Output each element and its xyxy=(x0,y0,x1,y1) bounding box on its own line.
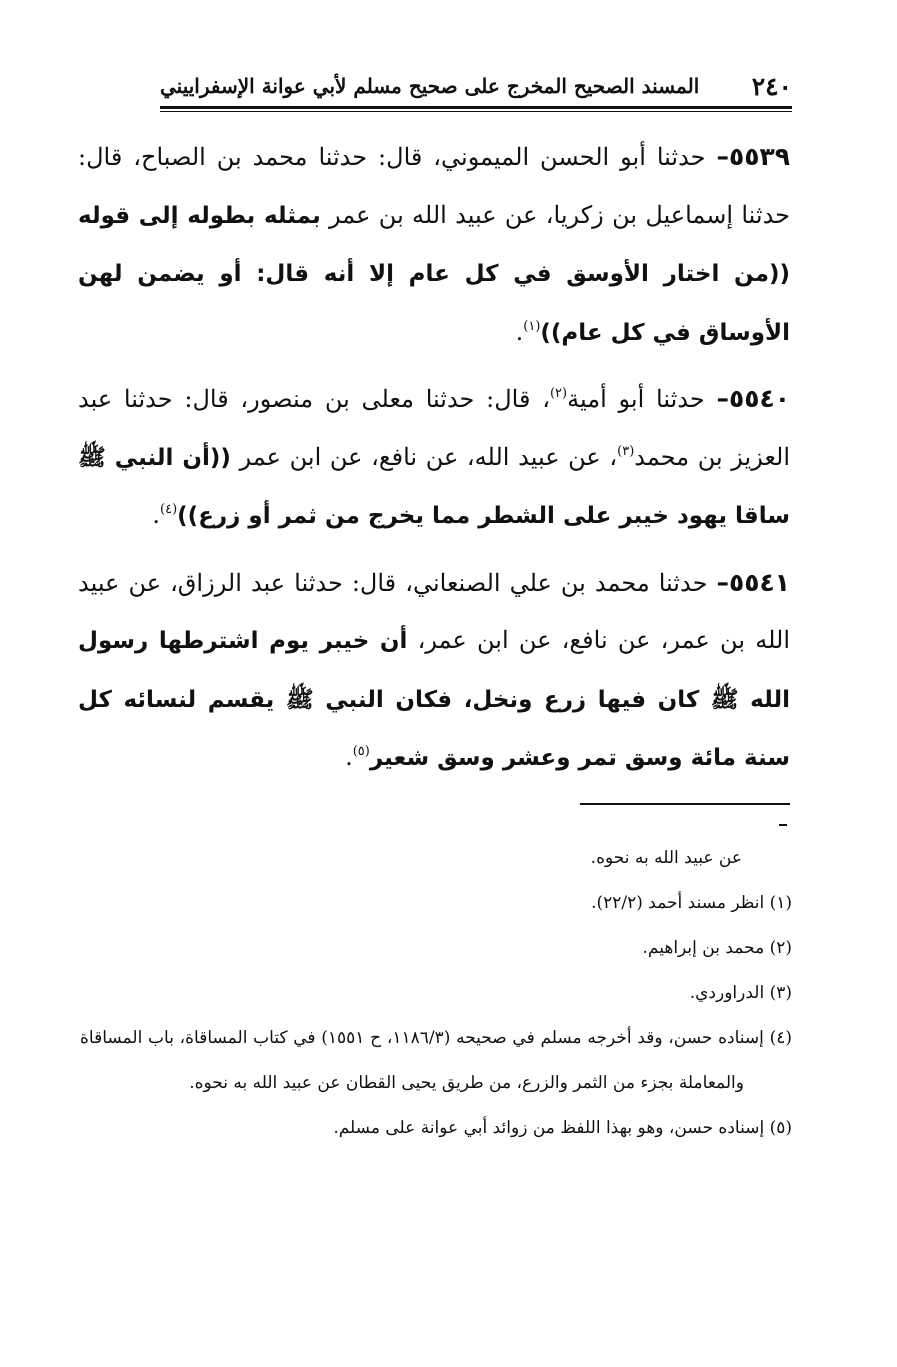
hadith-5539 xyxy=(78,128,790,362)
hadith-isnad: ، قال: حدثنا معلى بن منصور، قال: حدثنا عبد العزيز بن محمد xyxy=(78,385,791,471)
hadith-isnad: حدثنا محمد بن علي الصنعاني، قال: حدثنا عبد الرزاق، عن عبيد الله بن عمر، عن نافع، عن ابن عمر، xyxy=(78,568,790,654)
running-title: المسند الصحيح المخرج على صحيح مسلم لأبي عوانة الإسفراييني xyxy=(160,74,700,98)
hadith-dash: – xyxy=(716,567,729,597)
header-rule-thick xyxy=(160,106,792,109)
period: . xyxy=(345,743,353,771)
hadith-isnad: ، عن عبيد الله، عن نافع، عن ابن عمر xyxy=(230,442,618,471)
hadith-dash: – xyxy=(716,384,729,413)
footnote-3: (٣) الدراوردي. xyxy=(689,983,792,1003)
hadith-matn: ((أن النبي ﷺ ساقا يهود خيبر على الشطر مما يخرج من ثمر أو زرع)) xyxy=(78,444,790,529)
footnotes xyxy=(80,836,792,1151)
hadith-isnad: حدثنا أبو أمية xyxy=(567,385,717,413)
period: . xyxy=(152,501,161,529)
footnote-ref: (٥) xyxy=(352,744,370,759)
hadith-dash: – xyxy=(716,142,729,171)
hadith-5541 xyxy=(78,554,790,788)
hadith-number: ٥٥٤١ xyxy=(728,567,790,597)
page-header xyxy=(160,66,792,114)
hadith-number: ٥٥٤٠ xyxy=(728,384,790,413)
footnote-2: (٢) محمد بن إبراهيم. xyxy=(642,938,792,958)
footnote-ref: (٢) xyxy=(549,386,568,401)
footnote-ref: (٣) xyxy=(617,443,635,459)
footnote-ref: (١) xyxy=(523,318,541,334)
header-rule-thin xyxy=(160,111,792,112)
footnote-1: (١) انظر مسند أحمد (٢٢/٢). xyxy=(591,893,792,913)
footnote-5: (٥) إسناده حسن، وهو بهذا اللفظ من زوائد أبي عوانة على مسلم. xyxy=(333,1118,792,1138)
footnote-separator xyxy=(580,803,790,805)
main-text xyxy=(78,128,790,796)
page-number: ٢٤٠ xyxy=(751,71,792,101)
hadith-number: ٥٥٣٩ xyxy=(728,142,790,171)
hadith-matn: بمثله بطوله إلى قوله ((من اختار الأوسق في كل عام إلا أنه قال: أو يضمن لهن الأوساق في كل عام)) xyxy=(78,202,790,346)
hadith-5540 xyxy=(78,370,790,546)
continuation-mark xyxy=(779,824,787,826)
footnote-ref: (٤) xyxy=(160,502,178,517)
footnote-continuation: عن عبيد الله به نحوه. xyxy=(590,848,742,868)
footnote-4: (٤) إسناده حسن، وقد أخرجه مسلم في صحيحه (١١٨٦/٣، ح ١٥٥١) في كتاب المساقاة، باب المساقاة والمعاملة بجزء من الثمر والزرع، من طريق يحيى القطان عن عبيد الله به نحوه. xyxy=(80,1028,792,1093)
hadith-isnad: حدثنا أبو الحسن الميموني، قال: حدثنا محمد بن الصباح، قال: حدثنا إسماعيل بن زكريا، عن عبيد الله بن عمر xyxy=(78,143,791,229)
period: . xyxy=(515,317,524,346)
hadith-matn: أن خيبر يوم اشترطها رسول الله ﷺ كان فيها زرع ونخل، فكان النبي ﷺ يقسم لنسائه كل سنة مائة وسق تمر وعشر وسق شعير xyxy=(78,628,790,771)
